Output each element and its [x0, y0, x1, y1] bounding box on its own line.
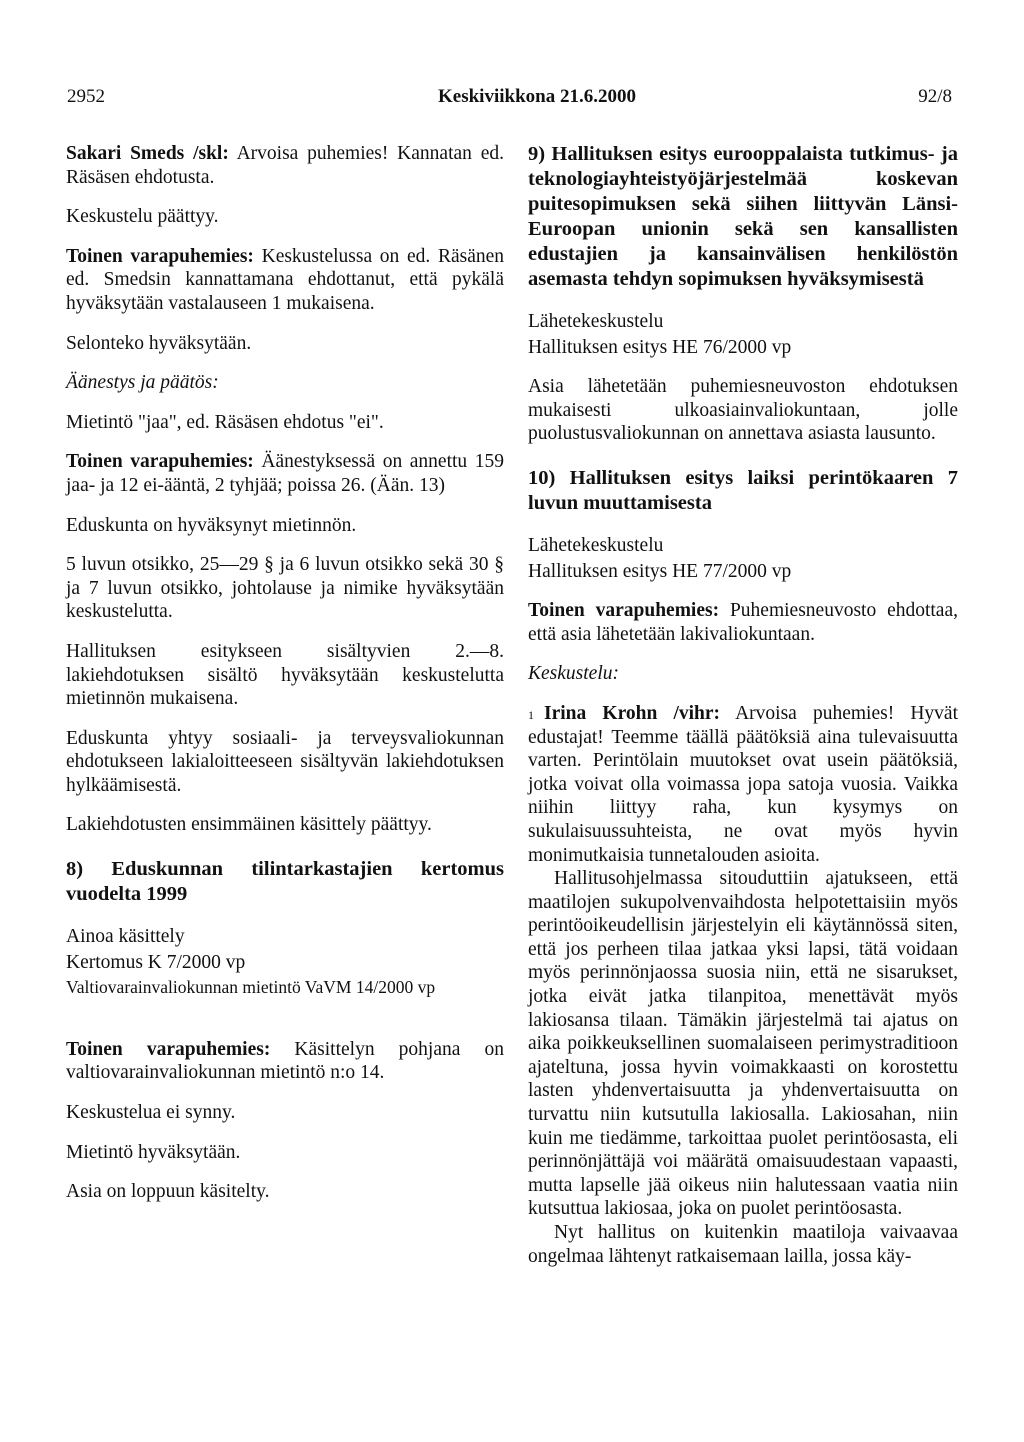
- section-label: Keskustelu:: [528, 663, 619, 685]
- spacer: [66, 1002, 504, 1016]
- session-date: Keskiviikkona 21.6.2000: [438, 86, 636, 107]
- speech-text: Keskustelussa on ed. Räsänen ed. Smedsin kannattamana ehdottanut, että pykälä hyväksytään vastalauseen 1 mukaisena.: [66, 245, 504, 314]
- paragraph: Mietintö hyväksytään.: [66, 1141, 241, 1163]
- agenda-detail: Valtiovarainvaliokunnan mietintö VaVM 14/2000 vp: [66, 977, 436, 998]
- paragraph: Asia lähetetään puhemiesneuvoston ehdotuksen mukaisesti ulkoasiainvaliokuntaan, jolle puolustusvaliokunnan on annettava asiasta lausunto.: [528, 376, 958, 445]
- paragraph: Selonteko hyväksytään.: [66, 332, 252, 354]
- issue-number: 92/8: [918, 86, 952, 107]
- paragraph: Mietintö "jaa", ed. Räsäsen ehdotus "ei".: [66, 411, 384, 433]
- left-column: [66, 142, 504, 1220]
- page-header: [40, 86, 984, 120]
- paragraph: Keskustelua ei synny.: [66, 1102, 236, 1124]
- agenda-detail: Kertomus K 7/2000 vp: [66, 951, 246, 973]
- paragraph: [528, 702, 958, 867]
- speech-text: Käsittelyn pohjana on valtiovarainvaliokunnan mietintö n:o 14.: [66, 1038, 504, 1084]
- speaker-name: Toinen varapuhemies:: [66, 451, 254, 473]
- speech-text: Arvoisa puhemies! Kannatan ed. Räsäsen ehdotusta.: [66, 143, 504, 188]
- agenda-item-heading: 8) Eduskunnan tilintarkastajien kertomus vuodelta 1999: [66, 858, 504, 906]
- agenda-detail: Lähetekeskustelu: [528, 311, 664, 332]
- agenda-item-heading: 9) Hallituksen esitys eurooppalaista tutkimus- ja teknologiayhteistyöjärjestelmää koskevan puitesopimuksen sekä siihen liittyvän Länsi-Euroopan unionin sekä sen kansallisten edustajien ja kansainvälisen henkilöstön asemasta tehdyn sopimuksen hyväksymisestä: [528, 143, 958, 290]
- speaker-name: Toinen varapuhemies:: [66, 245, 254, 267]
- speaker-name: Sakari Smeds /skl:: [66, 143, 229, 164]
- paragraph: Nyt hallitus on kuitenkin maatiloja vaivaavaa ongelmaa lähtenyt ratkaisemaan lailla, jossa käy-: [528, 1222, 958, 1267]
- speech-text: Puhemiesneuvosto ehdottaa, että asia lähetetään lakivaliokuntaan.: [528, 600, 958, 645]
- paragraph: [528, 599, 958, 646]
- page-number: 2952: [67, 86, 105, 107]
- agenda-detail: Lähetekeskustelu: [528, 534, 664, 556]
- speaker-name: Toinen varapuhemies:: [66, 1038, 271, 1060]
- paragraph: [66, 1038, 504, 1085]
- paragraph: Hallitusohjelmassa sitouduttiin ajatukseen, että maatilojen sukupolvenvaihdosta helpotettaisiin myös perintöoikeudellisin järjestelyin eli käytännössä siten, että jos perheen tilaa jatkaa yksi lapsi, tätä voidaan myös perinnönjaossa suosia niin, että ne sisarukset, jotka eivät jatka tilanpitoa, menettävät myös lakiosansa tilaan. Tämäkin järjestelmä tai ajatus on aika poikkeuksellinen suomalaiseen perimystraditioon ajateltuna, jossa hyvin voimakkaasti on korostettu lasten yhdenvertaisuutta ja yhdenvertaisuutta on turvattu niin kutsutulla lakiosalla. Lakiosahan, niin kuin me tiedämme, tarkoittaa puolet perintöosasta, eli perinnönjättäjä voi määrätä omaisuudestaan vapaasti, mutta lapselle jää oikeus niin halutessaan vaatia niin kutsuttua lakiosaa, joka on puolet perintöosasta.: [528, 868, 958, 1220]
- paragraph: Eduskunta yhtyy sosiaali- ja terveysvaliokunnan ehdotukseen lakialoitteeseen sisältyvän lakiehdotuksen hylkäämisestä.: [66, 727, 504, 796]
- paragraph: [66, 245, 504, 316]
- speech-number: 1: [528, 707, 534, 722]
- section-label: Äänestys ja päätös:: [66, 372, 219, 394]
- paragraph: Eduskunta on hyväksynyt mietinnön.: [66, 514, 357, 536]
- speech-text: Äänestyksessä on annettu 159 jaa- ja 12 ei-ääntä, 2 tyhjää; poissa 26. (Ään. 13): [66, 451, 504, 496]
- agenda-detail: Hallituksen esitys HE 77/2000 vp: [528, 560, 792, 582]
- paragraph: Asia on loppuun käsitelty.: [66, 1181, 270, 1203]
- paragraph: Lakiehdotusten ensimmäinen käsittely päättyy.: [66, 814, 432, 836]
- agenda-item-heading: 10) Hallituksen esitys laiksi perintökaaren 7 luvun muuttamisesta: [528, 466, 958, 514]
- agenda-detail: Hallituksen esitys HE 76/2000 vp: [528, 336, 792, 358]
- speaker-name: Irina Krohn /vihr:: [544, 702, 721, 724]
- paragraph: [66, 142, 504, 189]
- speech-text: Arvoisa puhemies! Hyvät edustajat! Teemme täällä päätöksiä aina tulevaisuutta varten. Perintölain muutokset ovat usein päätöksiä, jotka voivat olla voimassa jopa satoja vuosia. Vaikka niihin liittyy raha, kun kysymys on sukulaisuussuhteista, ne ovat myös hyvin monimutkaisia tunnetalouden asioita.: [528, 702, 958, 866]
- speaker-name: Toinen varapuhemies:: [528, 600, 720, 622]
- paragraph: Hallituksen esitykseen sisältyvien 2.—8. lakiehdotuksen sisältö hyväksytään keskustelutta mietinnön mukaisena.: [66, 640, 504, 710]
- right-column: [528, 142, 958, 1268]
- agenda-detail: Ainoa käsittely: [66, 926, 185, 948]
- paragraph: Keskustelu päättyy.: [66, 206, 219, 228]
- paragraph: 5 luvun otsikko, 25—29 § ja 6 luvun otsikko sekä 30 § ja 7 luvun otsikko, johtolause ja nimike hyväksytään keskustelutta.: [66, 554, 504, 623]
- paragraph: [66, 450, 504, 497]
